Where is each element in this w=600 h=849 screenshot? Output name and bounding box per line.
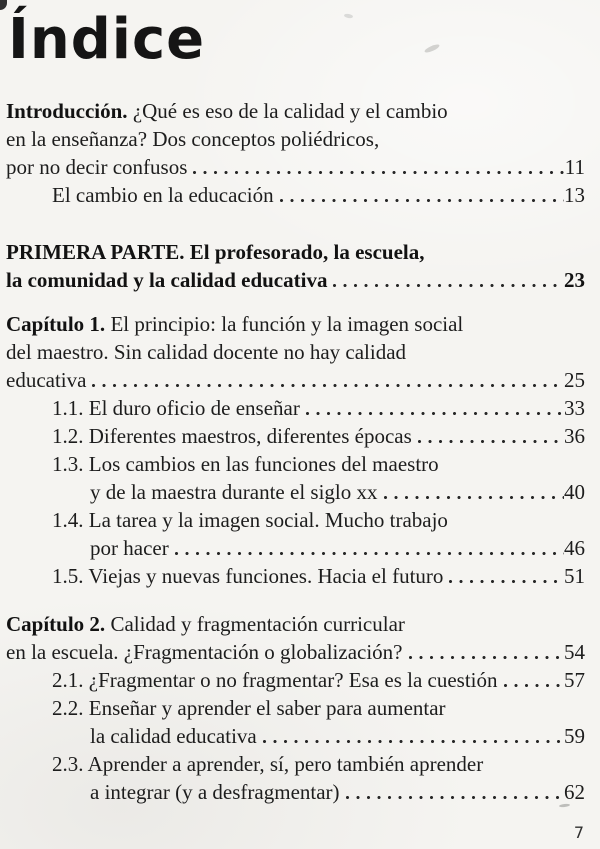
toc-page-number: 33 (564, 395, 585, 420)
toc-line-text: 2.3. Aprender a aprender, sí, pero también aprender (52, 751, 484, 776)
toc-line-text: la comunidad y la calidad educativa (6, 267, 328, 292)
toc-line-bold-text: Capítulo 1. (6, 311, 106, 336)
toc-page-number: 59 (564, 723, 585, 748)
toc-line (6, 750, 585, 778)
toc-entry-capitulo-1 (6, 310, 585, 590)
toc-page-number: 25 (564, 367, 585, 392)
dot-leader (409, 656, 565, 659)
toc-page-number: 46 (564, 535, 585, 560)
toc-line-text: educativa (6, 367, 87, 392)
dot-leader (418, 440, 564, 443)
toc-page-number: 40 (564, 479, 585, 504)
toc-line-bold-text: PRIMERA PARTE. El profesorado, la escuela, (6, 239, 425, 264)
toc-line-text: Calidad y fragmentación curricular (105, 611, 405, 636)
toc-line (6, 562, 585, 590)
dot-leader (449, 580, 564, 583)
toc-line (6, 478, 585, 506)
toc-line-bold-text: Introducción. (6, 98, 128, 123)
toc-line (6, 722, 585, 750)
toc-page-number: 62 (564, 779, 585, 804)
dot-leader (280, 199, 564, 202)
toc-line (6, 310, 585, 338)
toc-line-text: del maestro. Sin calidad docente no hay calidad (6, 339, 407, 364)
toc-line-text: El principio: la función y la imagen social (105, 311, 464, 336)
toc-line (6, 125, 585, 153)
toc-line-text: El cambio en la educación (52, 182, 274, 207)
dot-leader (504, 684, 564, 687)
toc-line-text: 1.5. Viejas y nuevas funciones. Hacia el futuro (52, 563, 444, 588)
toc-line (6, 534, 585, 562)
toc-line (6, 450, 585, 478)
dot-leader (346, 796, 564, 799)
toc-line-text: y de la maestra durante el siglo xx (90, 479, 378, 504)
toc-line-text: en la enseñanza? Dos conceptos poliédricos, (6, 126, 380, 151)
toc-line-text: ¿Qué es eso de la calidad y el cambio (127, 98, 448, 123)
toc-line-text: 1.4. La tarea y la imagen social. Mucho trabajo (52, 507, 448, 532)
toc-entry-capitulo-2 (6, 610, 585, 806)
toc-line-text: 1.1. El duro oficio de enseñar (52, 395, 300, 420)
toc-line (6, 694, 585, 722)
toc-line (6, 506, 585, 534)
toc-page-number: 23 (564, 267, 585, 292)
dot-leader (92, 384, 564, 387)
toc-line (6, 610, 585, 638)
toc-page-number: 57 (564, 667, 585, 692)
toc-page-number: 11 (564, 154, 585, 179)
toc-line (6, 181, 585, 209)
toc-line (6, 778, 585, 806)
toc-line-text: 2.2. Enseñar y aprender el saber para aumentar (52, 695, 446, 720)
dot-leader (193, 171, 564, 174)
toc-line (6, 338, 585, 366)
toc-line (6, 394, 585, 422)
dot-leader (263, 740, 564, 743)
toc-page-number: 51 (564, 563, 585, 588)
toc-page-number: 54 (564, 639, 585, 664)
toc-line (6, 366, 585, 394)
toc-page-number: 36 (564, 423, 585, 448)
toc-line-text: por hacer (90, 535, 169, 560)
toc-line-text: en la escuela. ¿Fragmentación o globalización? (6, 639, 403, 664)
toc-line (6, 153, 585, 181)
toc-line-text: 2.1. ¿Fragmentar o no fragmentar? Esa es la cuestión (52, 667, 498, 692)
toc-page-number: 13 (564, 182, 585, 207)
toc-line-text: 1.2. Diferentes maestros, diferentes épocas (52, 423, 412, 448)
toc-line-text: a integrar (y a desfragmentar) (90, 779, 340, 804)
toc-line (6, 422, 585, 450)
toc-line (6, 238, 585, 266)
toc-line-bold-text: Capítulo 2. (6, 611, 106, 636)
toc-line-text: por no decir confusos (6, 154, 188, 179)
dot-leader (384, 496, 565, 499)
page-title: Índice (8, 7, 206, 72)
toc-line-text: 1.3. Los cambios en las funciones del maestro (52, 451, 439, 476)
toc-line (6, 638, 585, 666)
toc-line (6, 266, 585, 294)
toc-entry-introduccion (6, 97, 585, 209)
toc-line (6, 666, 585, 694)
dot-leader (175, 552, 564, 555)
dot-leader (306, 412, 564, 415)
toc-line (6, 97, 585, 125)
scan-smudge (138, 680, 144, 684)
footer-page-number: 7 (573, 823, 584, 842)
toc-entry-primera-parte (6, 238, 585, 294)
dot-leader (333, 284, 564, 287)
toc-line-text: la calidad educativa (90, 723, 257, 748)
